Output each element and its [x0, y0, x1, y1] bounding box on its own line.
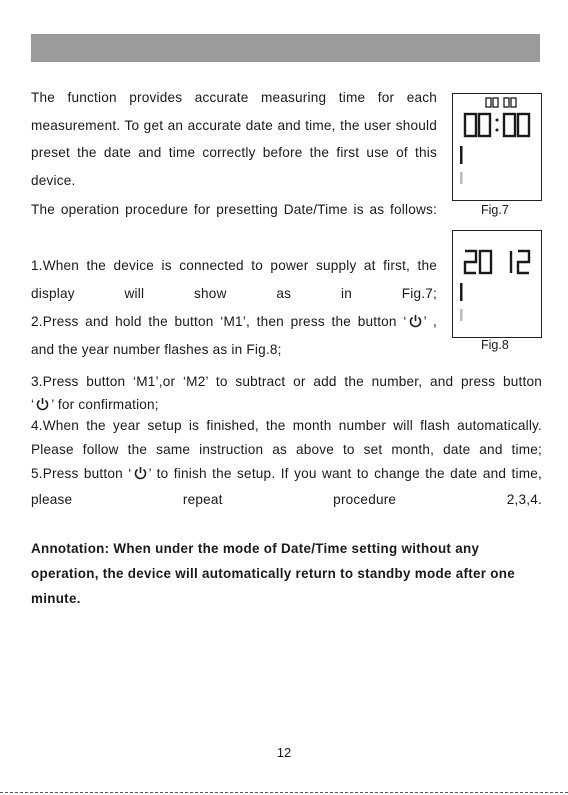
- step-5-text: 5.Press button ‘: [31, 466, 132, 481]
- power-icon: [408, 310, 423, 338]
- fig7-time-small: [486, 98, 516, 107]
- step-2-text: 2.Press and hold the button ‘M1’, then press the button ‘: [31, 314, 407, 329]
- step-2-line-2: and the year number flashes as in Fig.8;: [31, 342, 282, 357]
- fig8-lcd-display: [452, 230, 542, 338]
- header-bar: [31, 34, 540, 62]
- step-5-text-end: ’ to finish the setup. If you want to change the date and time, please repeat procedure 2,3,4.: [31, 466, 543, 507]
- step-3-text-end: ’ for confirmation;: [51, 397, 159, 412]
- page-number: 12: [276, 745, 292, 760]
- step-3-quote: ‘: [31, 397, 35, 412]
- step-3-line-1: 3.Press button ‘M1’,or ‘M2’ to subtract or add the number, and press button: [31, 374, 542, 389]
- fig7-time-large: [465, 114, 529, 136]
- step-2-line-1: [31, 308, 437, 338]
- procedure-intro: The operation procedure for presetting Date/Time is as follows:: [31, 202, 437, 217]
- annotation: Annotation: When under the mode of Date/Time setting without any operation, the device will automatically return to standby mode after one minute.: [31, 541, 515, 606]
- page-bottom-border: [0, 792, 568, 793]
- fig7-caption: Fig.7: [481, 203, 509, 217]
- intro-paragraph: The function provides accurate measuring time for each measurement. To get an accurate date and time, the user should preset the date and time correctly before the first use of this device.: [31, 90, 437, 188]
- power-icon: [133, 464, 148, 488]
- fig7-lcd-display: [452, 93, 542, 201]
- fig8-caption: Fig.8: [481, 338, 509, 352]
- step-2-text-end: ’ ,: [423, 314, 437, 329]
- step-4: 4.When the year setup is finished, the month number will flash automatically. Please follow the same instruction as above to set month, date and time;: [31, 418, 542, 457]
- fig8-year-display: [465, 251, 529, 273]
- step-1: 1.When the device is connected to power supply at first, the display will show as in Fig.7;: [31, 258, 437, 301]
- step-5: [31, 462, 542, 512]
